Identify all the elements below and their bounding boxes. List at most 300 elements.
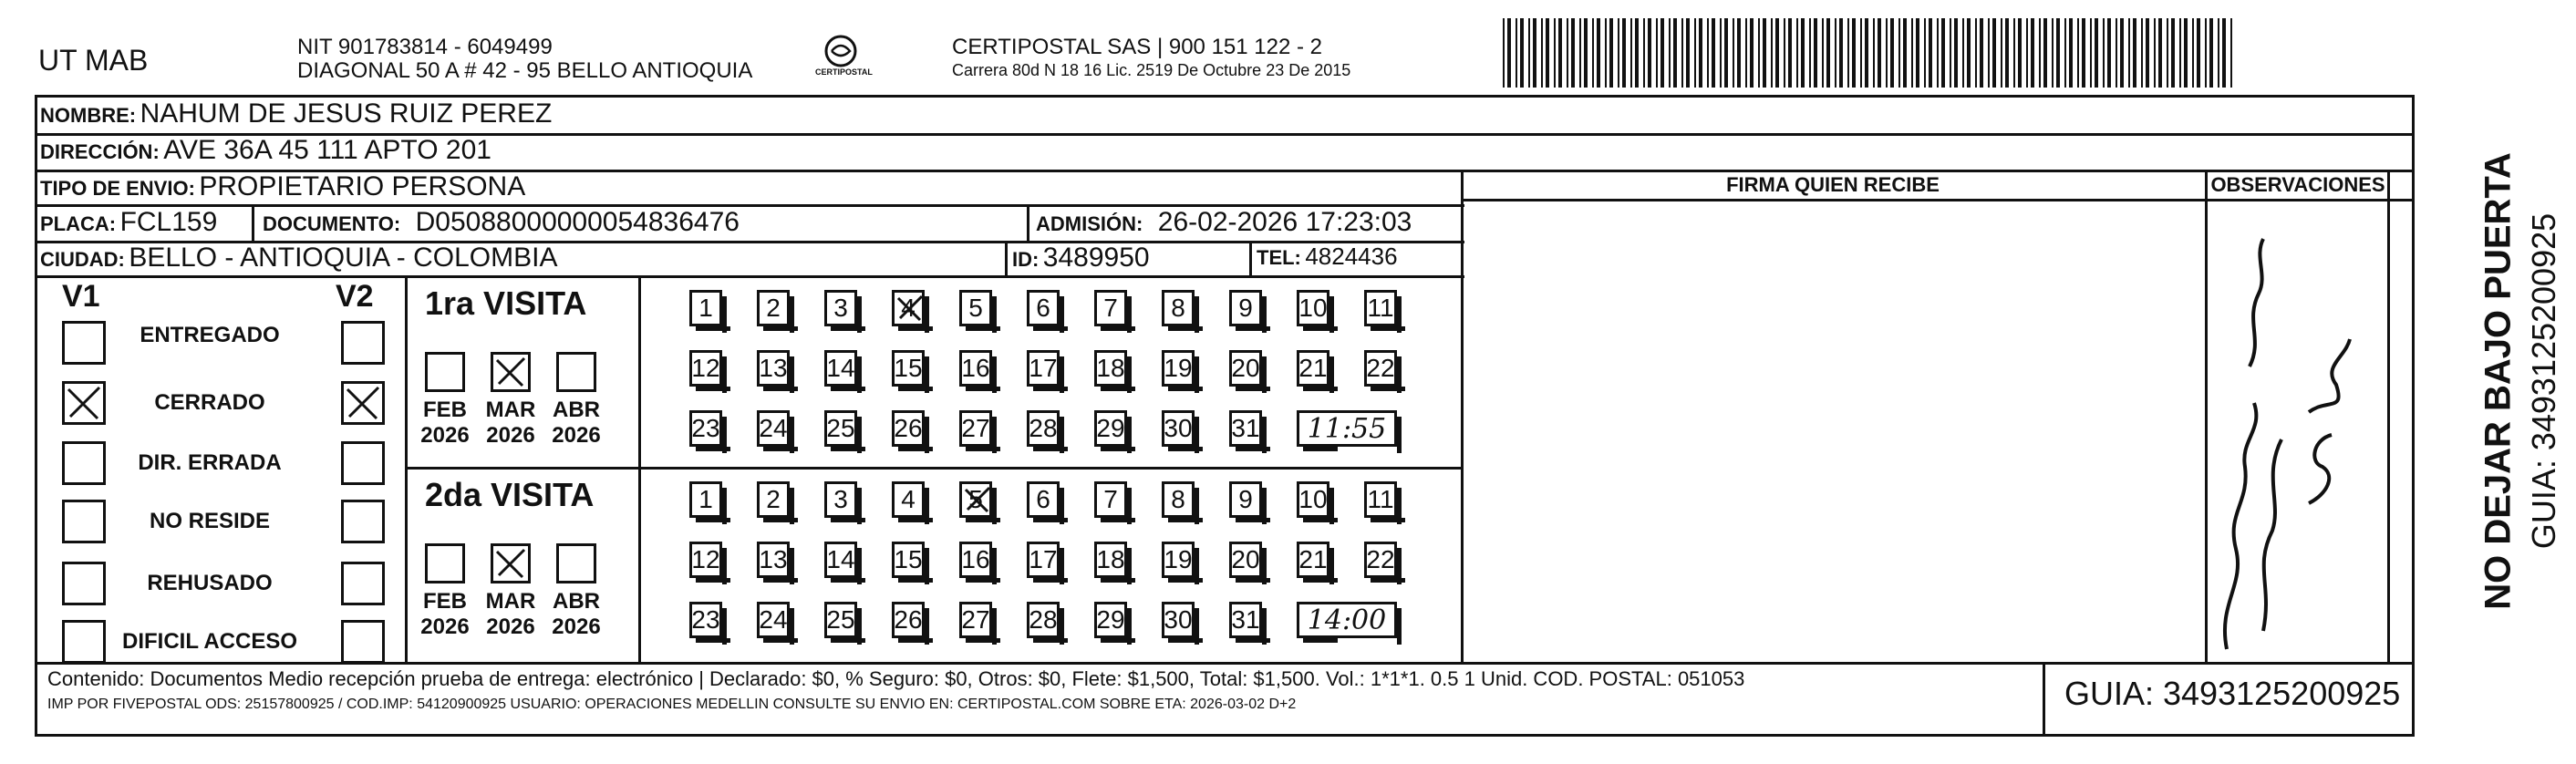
day-number: 27 xyxy=(961,605,990,634)
month-name: ABR xyxy=(553,589,600,614)
barcode-bar xyxy=(1967,18,1971,88)
day-number: 2 xyxy=(766,294,781,322)
v1-checkbox[interactable] xyxy=(62,620,106,664)
barcode-bar xyxy=(2077,18,2079,88)
barcode-bar xyxy=(1980,18,1983,88)
barcode-bar xyxy=(1847,18,1849,88)
day-number: 26 xyxy=(894,414,923,442)
day-box[interactable] xyxy=(689,350,722,387)
barcode-bar xyxy=(1788,18,1792,88)
barcode-bar xyxy=(2039,18,2041,88)
check-x-mark-icon xyxy=(344,384,382,422)
barcode-bar xyxy=(2056,18,2060,88)
day-box[interactable] xyxy=(689,602,722,638)
barcode-bar xyxy=(2209,18,2213,88)
day-box[interactable] xyxy=(892,350,925,387)
barcode-bar xyxy=(2052,18,2054,88)
barcode-bar xyxy=(2133,18,2136,88)
barcode-bar xyxy=(2184,18,2188,88)
day-number: 26 xyxy=(894,605,923,634)
check-x-mark-icon xyxy=(65,384,103,422)
barcode-bar xyxy=(1950,18,1951,88)
day-box[interactable] xyxy=(892,290,925,326)
tel-label: TEL: xyxy=(1257,246,1301,269)
barcode-bar xyxy=(2158,18,2162,88)
barcode-bar xyxy=(1839,18,1843,88)
day-box[interactable] xyxy=(1297,542,1329,578)
v2-checkbox[interactable] xyxy=(341,381,385,425)
barcode-bar xyxy=(1814,18,1817,88)
day-box[interactable] xyxy=(757,542,790,578)
v1-checkbox[interactable] xyxy=(62,562,106,605)
check-x-mark-icon xyxy=(493,546,528,581)
day-box[interactable] xyxy=(1094,481,1127,518)
v2-checkbox[interactable] xyxy=(341,562,385,605)
barcode-bar xyxy=(1784,18,1785,88)
day-number: 19 xyxy=(1164,354,1193,382)
barcode-bar xyxy=(1763,18,1766,88)
day-box[interactable] xyxy=(757,602,790,638)
day-number: 25 xyxy=(826,414,855,442)
day-box[interactable] xyxy=(1297,350,1329,387)
barcode-bar xyxy=(1533,18,1536,88)
barcode-bar xyxy=(1516,18,1517,88)
day-number: 12 xyxy=(691,545,720,573)
day-box[interactable] xyxy=(959,290,992,326)
barcode-bar xyxy=(1724,18,1728,88)
barcode-bar xyxy=(1592,18,1594,88)
barcode-bar xyxy=(1571,18,1575,88)
barcode-bar xyxy=(1873,18,1875,88)
barcode-bar xyxy=(2107,18,2111,88)
check-x-mark-icon xyxy=(962,484,993,515)
barcode-bar xyxy=(1733,18,1734,88)
barcode-bar xyxy=(1546,18,1549,88)
barcode-bar xyxy=(1558,18,1562,88)
certipostal-name: CERTIPOSTAL SAS | 900 151 122 - 2 xyxy=(952,35,1322,59)
month-year: 2026 xyxy=(486,423,535,448)
month-year: 2026 xyxy=(486,614,535,639)
barcode-bar xyxy=(1630,18,1632,88)
day-box[interactable] xyxy=(689,410,722,447)
barcode-bar xyxy=(1878,18,1881,88)
barcode-bar xyxy=(1605,18,1607,88)
month-year: 2026 xyxy=(420,423,470,448)
barcode-bar xyxy=(1865,18,1868,88)
barcode-bar xyxy=(1822,18,1824,88)
barcode-bar xyxy=(2090,18,2092,88)
day-box[interactable] xyxy=(757,481,790,518)
day-number: 22 xyxy=(1366,354,1395,382)
day-number: 6 xyxy=(1036,294,1050,322)
side-guia: GUIA: 3493125200925 xyxy=(2525,212,2562,550)
day-box[interactable] xyxy=(1162,350,1195,387)
day-box[interactable] xyxy=(892,542,925,578)
time-value: 14:00 xyxy=(1307,604,1387,636)
barcode-bar xyxy=(2043,18,2047,88)
day-number: 19 xyxy=(1164,545,1193,573)
status-option-label: DIFICIL ACCESO xyxy=(121,629,297,654)
barcode-bar xyxy=(1924,18,1926,88)
barcode-bar xyxy=(1911,18,1913,88)
day-number: 15 xyxy=(894,354,923,382)
day-number: 9 xyxy=(1238,485,1253,513)
barcode-bar xyxy=(1801,18,1805,88)
day-number: 24 xyxy=(759,414,788,442)
check-x-mark-icon xyxy=(493,355,528,389)
month-name: ABR xyxy=(553,397,600,422)
day-number: 27 xyxy=(961,414,990,442)
month-year: 2026 xyxy=(552,423,601,448)
day-box[interactable] xyxy=(892,602,925,638)
day-number: 5 xyxy=(968,485,983,513)
day-box[interactable] xyxy=(1364,542,1397,578)
barcode-bar xyxy=(2171,18,2175,88)
certipostal-logo-icon xyxy=(810,33,874,88)
time-box[interactable] xyxy=(1297,410,1397,447)
month-checkbox[interactable] xyxy=(425,352,465,392)
day-box[interactable] xyxy=(1162,481,1195,518)
ciudad-value: BELLO - ANTIOQUIA - COLOMBIA xyxy=(129,243,558,273)
company-address: DIAGONAL 50 A # 42 - 95 BELLO ANTIOQUIA xyxy=(297,58,753,83)
day-box[interactable] xyxy=(1027,290,1060,326)
day-box[interactable] xyxy=(824,410,857,447)
barcode-bar xyxy=(1975,18,1977,88)
barcode-bar xyxy=(1669,18,1671,88)
day-box[interactable] xyxy=(1229,290,1262,326)
day-box[interactable] xyxy=(1162,410,1195,447)
barcode-bar xyxy=(1903,18,1907,88)
barcode-bar xyxy=(1707,18,1709,88)
day-number: 30 xyxy=(1164,605,1193,634)
barcode-bar xyxy=(2192,18,2194,88)
day-box[interactable] xyxy=(689,542,722,578)
v2-checkbox[interactable] xyxy=(341,620,385,664)
v2-header: V2 xyxy=(336,279,374,314)
day-number: 8 xyxy=(1171,485,1185,513)
day-box[interactable] xyxy=(1162,542,1195,578)
documento-label: DOCUMENTO: xyxy=(263,212,401,235)
day-number: 7 xyxy=(1103,294,1118,322)
certipostal-license: Carrera 80d N 18 16 Lic. 2519 De Octubre 23 De 2015 xyxy=(952,61,1351,79)
barcode-bar xyxy=(2222,18,2226,88)
day-box[interactable] xyxy=(757,350,790,387)
barcode-bar xyxy=(2197,18,2200,88)
barcode-bar xyxy=(2069,18,2073,88)
barcode-bar xyxy=(1686,18,1690,88)
day-box[interactable] xyxy=(824,542,857,578)
barcode-bar xyxy=(2167,18,2168,88)
barcode-bar xyxy=(1660,18,1664,88)
logo-text: CERTIPOSTAL xyxy=(815,67,873,77)
day-number: 25 xyxy=(826,605,855,634)
tipo-envio-label: TIPO DE ENVIO: xyxy=(40,177,195,200)
barcode-bar xyxy=(2031,18,2034,88)
barcode-bar xyxy=(2154,18,2156,88)
day-number: 16 xyxy=(961,354,990,382)
day-box[interactable] xyxy=(1229,481,1262,518)
barcode-bar xyxy=(1554,18,1556,88)
day-box[interactable] xyxy=(959,602,992,638)
day-box[interactable] xyxy=(1364,481,1397,518)
day-number: 31 xyxy=(1231,605,1260,634)
day-box[interactable] xyxy=(959,350,992,387)
day-box[interactable] xyxy=(689,290,722,326)
barcode-bar xyxy=(1622,18,1626,88)
day-number: 6 xyxy=(1036,485,1050,513)
month-checkbox[interactable] xyxy=(491,352,531,392)
footer-imp: IMP POR FIVEPOSTAL ODS: 25157800925 / COD.IMP: 54120900925 USUARIO: OPERACIONES MEDELLIN CONSULTE SU ENVIO EN: CERTIPOSTAL.COM SOBRE ETA: 2026-03-02 D+2 xyxy=(47,697,1297,712)
footer-guia: GUIA: 3493125200925 xyxy=(2064,675,2401,712)
barcode-bar xyxy=(1528,18,1530,88)
barcode-bar xyxy=(2026,18,2028,88)
month-checkbox[interactable] xyxy=(556,543,596,583)
direccion-value: AVE 36A 45 111 APTO 201 xyxy=(163,135,491,165)
day-number: 2 xyxy=(766,485,781,513)
day-number: 13 xyxy=(759,354,788,382)
barcode-bar xyxy=(1712,18,1715,88)
barcode-bar xyxy=(2082,18,2085,88)
barcode-bar xyxy=(1643,18,1645,88)
barcode-bar xyxy=(2005,18,2009,88)
day-box[interactable] xyxy=(1027,542,1060,578)
day-number: 20 xyxy=(1231,545,1260,573)
day-box[interactable] xyxy=(892,410,925,447)
day-number: 3 xyxy=(833,485,848,513)
month-checkbox[interactable] xyxy=(556,352,596,392)
id-value: 3489950 xyxy=(1042,243,1150,273)
day-number: 17 xyxy=(1029,545,1058,573)
day-box[interactable] xyxy=(1027,410,1060,447)
day-number: 15 xyxy=(894,545,923,573)
v1-checkbox[interactable] xyxy=(62,321,106,365)
day-box[interactable] xyxy=(1027,350,1060,387)
barcode-bar xyxy=(1835,18,1836,88)
barcode-bar xyxy=(1809,18,1811,88)
barcode-bar xyxy=(1579,18,1581,88)
day-box[interactable] xyxy=(824,481,857,518)
barcode-bar xyxy=(1541,18,1543,88)
barcode-bar xyxy=(1988,18,1990,88)
barcode-bar xyxy=(2218,18,2219,88)
day-box[interactable] xyxy=(824,350,857,387)
barcode-bar xyxy=(1597,18,1600,88)
day-box[interactable] xyxy=(1229,350,1262,387)
direccion-label: DIRECCIÓN: xyxy=(40,140,160,163)
day-number: 29 xyxy=(1096,414,1125,442)
time-box[interactable] xyxy=(1297,602,1397,638)
day-number: 30 xyxy=(1164,414,1193,442)
day-box[interactable] xyxy=(959,481,992,518)
ciudad-label: CIUDAD: xyxy=(40,248,125,271)
day-box[interactable] xyxy=(1094,410,1127,447)
day-number: 7 xyxy=(1103,485,1118,513)
day-number: 20 xyxy=(1231,354,1260,382)
barcode-bar xyxy=(1771,18,1773,88)
day-box[interactable] xyxy=(757,410,790,447)
barcode-bar xyxy=(1567,18,1568,88)
barcode-bar xyxy=(1962,18,1964,88)
v1-checkbox[interactable] xyxy=(62,381,106,425)
day-box[interactable] xyxy=(689,481,722,518)
barcode-bar xyxy=(2103,18,2105,88)
documento-value: D05088000000054836476 xyxy=(415,207,740,237)
day-box[interactable] xyxy=(757,290,790,326)
day-number: 31 xyxy=(1231,414,1260,442)
observaciones-handwriting xyxy=(2209,202,2387,662)
placa-value: FCL159 xyxy=(119,207,218,237)
admision-value: 26-02-2026 17:23:03 xyxy=(1157,207,1412,237)
barcode-bar xyxy=(1681,18,1683,88)
barcode-bar xyxy=(1520,18,1524,88)
day-box[interactable] xyxy=(1094,350,1127,387)
barcode-bar xyxy=(1937,18,1939,88)
barcode-bar xyxy=(1618,18,1619,88)
certipostal-logo xyxy=(810,33,874,88)
day-number: 23 xyxy=(691,605,720,634)
visit-title: 2da VISITA xyxy=(425,476,595,513)
check-x-mark-icon xyxy=(895,293,926,324)
day-number: 17 xyxy=(1029,354,1058,382)
visit-title: 1ra VISITA xyxy=(425,284,587,322)
barcode-bar xyxy=(1503,18,1505,88)
status-option-label: CERRADO xyxy=(154,390,265,415)
month-checkbox[interactable] xyxy=(425,543,465,583)
v2-checkbox[interactable] xyxy=(341,441,385,485)
day-number: 14 xyxy=(826,354,855,382)
barcode-bar xyxy=(1890,18,1894,88)
v1-checkbox[interactable] xyxy=(62,500,106,543)
month-year: 2026 xyxy=(552,614,601,639)
month-name: MAR xyxy=(485,589,536,614)
day-box[interactable] xyxy=(1094,542,1127,578)
day-box[interactable] xyxy=(959,542,992,578)
barcode-bar xyxy=(1929,18,1932,88)
barcode-bar xyxy=(2001,18,2002,88)
barcode-bar xyxy=(2116,18,2117,88)
day-number: 14 xyxy=(826,545,855,573)
v2-checkbox[interactable] xyxy=(341,500,385,543)
day-number: 10 xyxy=(1298,294,1328,322)
time-value: 11:55 xyxy=(1307,412,1387,445)
month-year: 2026 xyxy=(420,614,470,639)
day-number: 18 xyxy=(1096,545,1125,573)
day-box[interactable] xyxy=(1027,602,1060,638)
day-box[interactable] xyxy=(1094,290,1127,326)
day-box[interactable] xyxy=(1229,542,1262,578)
barcode-bar xyxy=(1699,18,1702,88)
day-box[interactable] xyxy=(824,602,857,638)
day-box[interactable] xyxy=(824,290,857,326)
barcode-bar xyxy=(1635,18,1639,88)
barcode-bar xyxy=(1886,18,1888,88)
barcode-bar xyxy=(1796,18,1798,88)
day-number: 16 xyxy=(961,545,990,573)
day-box[interactable] xyxy=(1229,602,1262,638)
barcode-bar xyxy=(1648,18,1651,88)
day-number: 21 xyxy=(1298,545,1328,573)
firma-area[interactable] xyxy=(1464,202,2205,662)
firma-label: FIRMA QUIEN RECIBE xyxy=(1726,173,1940,196)
barcode-bar xyxy=(2120,18,2124,88)
barcode-bar xyxy=(1860,18,1862,88)
barcode-bar xyxy=(1775,18,1779,88)
barcode-bar xyxy=(2064,18,2066,88)
barcode-bar xyxy=(1720,18,1722,88)
day-number: 28 xyxy=(1029,605,1058,634)
company-name: UT MAB xyxy=(38,44,149,77)
status-option-label: DIR. ERRADA xyxy=(138,450,282,475)
day-number: 5 xyxy=(968,294,983,322)
day-box[interactable] xyxy=(959,410,992,447)
barcode-bar xyxy=(1507,18,1511,88)
day-number: 11 xyxy=(1367,485,1394,513)
barcode-bar xyxy=(2146,18,2149,88)
day-box[interactable] xyxy=(1162,290,1195,326)
v2-checkbox[interactable] xyxy=(341,321,385,365)
tel-value: 4824436 xyxy=(1305,243,1398,270)
month-name: FEB xyxy=(423,397,467,422)
barcode-bar xyxy=(2018,18,2022,88)
barcode-bar xyxy=(2230,18,2232,88)
month-name: MAR xyxy=(485,397,536,422)
barcode-bar xyxy=(1941,18,1945,88)
footer-contenido: Contenido: Documentos Medio recepción prueba de entrega: electrónico | Declarado: $0, % Seguro: $0, Otros: $0, Flete: $1,500, Total: $1,500. Vol.: 1*1*1. 0.5 1 Unid. COD. POSTAL: 051053 xyxy=(47,667,1745,690)
placa-label: PLACA: xyxy=(40,212,117,235)
day-number: 13 xyxy=(759,545,788,573)
barcode-bar xyxy=(2141,18,2143,88)
barcode-bar xyxy=(1758,18,1760,88)
day-box[interactable] xyxy=(1229,410,1262,447)
day-number: 3 xyxy=(833,294,848,322)
day-number: 24 xyxy=(759,605,788,634)
day-box[interactable] xyxy=(1297,290,1329,326)
day-box[interactable] xyxy=(1297,481,1329,518)
barcode-bar xyxy=(1694,18,1696,88)
barcode-bar xyxy=(2205,18,2207,88)
status-option-label: REHUSADO xyxy=(147,571,273,595)
status-option-label: ENTREGADO xyxy=(140,323,280,347)
day-box[interactable] xyxy=(1364,290,1397,326)
day-number: 4 xyxy=(901,294,916,322)
v1-header: V1 xyxy=(62,279,100,314)
barcode-bar xyxy=(1584,18,1588,88)
barcode-bar xyxy=(1750,18,1754,88)
admision-label: ADMISIÓN: xyxy=(1036,212,1143,235)
month-checkbox[interactable] xyxy=(491,543,531,583)
barcode-bar xyxy=(2179,18,2181,88)
day-box[interactable] xyxy=(1364,350,1397,387)
day-number: 29 xyxy=(1096,605,1125,634)
day-box[interactable] xyxy=(1162,602,1195,638)
day-box[interactable] xyxy=(892,481,925,518)
barcode-bar xyxy=(1745,18,1747,88)
no-dejar-bajo-puerta: NO DEJAR BAJO PUERTA xyxy=(2478,152,2519,610)
barcode-bar xyxy=(1852,18,1856,88)
company-nit: NIT 901783814 - 6049499 xyxy=(297,35,553,59)
v1-checkbox[interactable] xyxy=(62,441,106,485)
day-box[interactable] xyxy=(1094,602,1127,638)
barcode-bar xyxy=(2095,18,2098,88)
day-number: 18 xyxy=(1096,354,1125,382)
observaciones-label: OBSERVACIONES xyxy=(2210,173,2385,196)
day-number: 9 xyxy=(1238,294,1253,322)
barcode-bar xyxy=(1673,18,1677,88)
nombre-value: NAHUM DE JESUS RUIZ PEREZ xyxy=(140,98,553,129)
barcode-bar xyxy=(2013,18,2015,88)
day-number: 1 xyxy=(698,485,713,513)
day-box[interactable] xyxy=(1027,481,1060,518)
